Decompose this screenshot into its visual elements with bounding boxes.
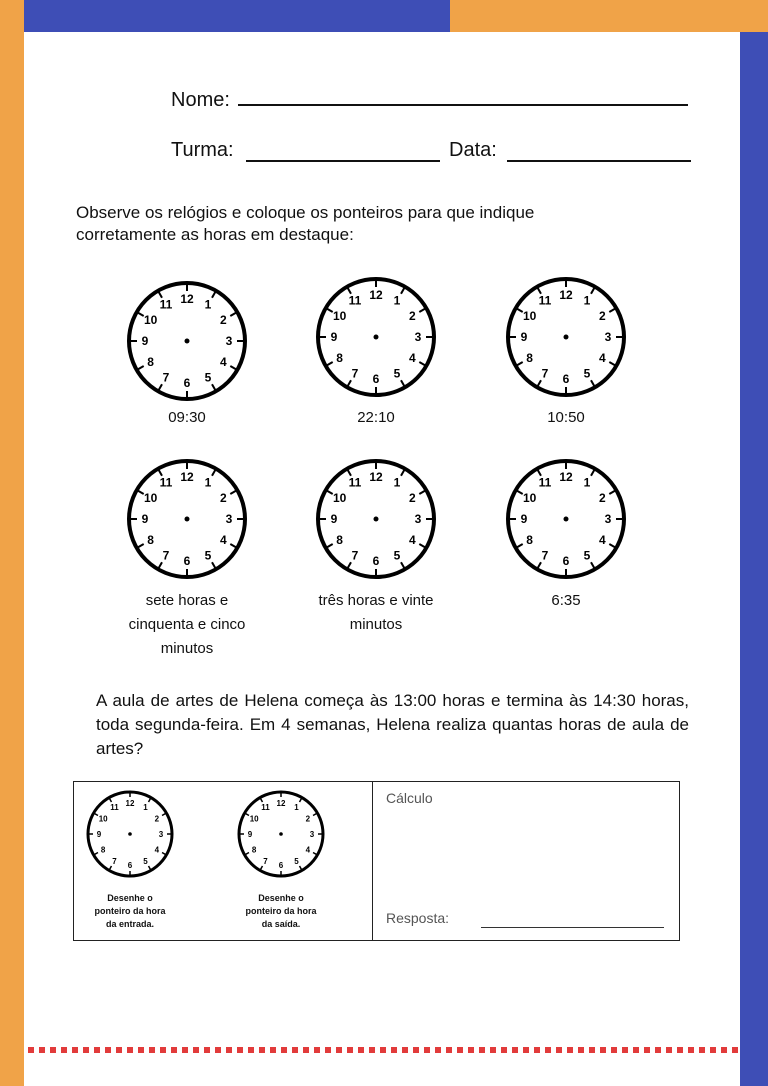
name-field[interactable]: [238, 104, 688, 106]
answer-label: Resposta:: [386, 910, 450, 926]
frame-left-band: [0, 0, 24, 1086]
clock-number: 6: [562, 372, 570, 386]
entry-caption-line: ponteiro da hora: [94, 906, 166, 916]
clock-face: [82, 786, 178, 882]
clock-5[interactable]: [312, 455, 440, 583]
frame-top-right-orange: [450, 0, 768, 32]
name-label: Nome:: [171, 89, 230, 111]
clock-number: 4: [409, 533, 416, 547]
clock-number: 12: [369, 288, 383, 302]
frame-top-left-orange: [0, 0, 450, 32]
date-field[interactable]: [507, 160, 691, 162]
clock-number: 2: [409, 491, 416, 505]
clock-number: 6: [127, 861, 133, 870]
clock-number: 6: [562, 554, 570, 568]
clock-number: 5: [583, 366, 591, 381]
clock-number: 11: [159, 475, 173, 490]
clock-number: 9: [96, 830, 102, 839]
clock-number: 5: [393, 366, 401, 381]
entry-caption-line: Desenhe o: [107, 893, 153, 903]
clock-number: 10: [143, 491, 158, 505]
clock-number: 2: [409, 309, 416, 323]
clock-number: 1: [393, 293, 401, 308]
clock-number: 3: [604, 512, 612, 526]
clock-number: 7: [541, 366, 549, 381]
clock-number: 7: [351, 548, 359, 563]
clock-number: 4: [220, 355, 227, 369]
answer-field[interactable]: [481, 927, 664, 928]
clock-number: 7: [351, 366, 359, 381]
clock-number: 2: [599, 309, 606, 323]
clock-number: 4: [409, 351, 416, 365]
clock-number: 11: [110, 803, 119, 813]
clock-face: [502, 273, 630, 401]
clock-number: 1: [583, 475, 591, 490]
clock-face: [502, 455, 630, 583]
clock-number: 4: [599, 351, 606, 365]
problem-text: A aula de artes de Helena começa às 13:00 horas e termina às 14:30 horas, toda segunda-feira. Em 4 semanas, Helena realiza quantas horas de aula de artes?: [96, 691, 689, 758]
clock-number: 1: [294, 803, 299, 813]
clock-number: 7: [541, 548, 549, 563]
clock-4-caption-line: minutos: [160, 640, 214, 657]
clock-5-caption: [286, 589, 466, 637]
clock-number: 9: [141, 512, 149, 526]
clock-number: 10: [522, 491, 537, 505]
clock-4-caption-line: sete horas e: [145, 592, 229, 609]
clock-face: [312, 273, 440, 401]
clock-number: 9: [141, 334, 149, 348]
clock-number: 5: [583, 548, 591, 563]
clock-number: 7: [162, 370, 170, 385]
clock-number: 6: [372, 372, 380, 386]
clock-number: 9: [520, 512, 528, 526]
clock-number: 1: [583, 293, 591, 308]
clock-number: 8: [147, 355, 154, 369]
clock-number: 6: [183, 376, 191, 390]
clock-number: 9: [247, 830, 253, 839]
clock-number: 8: [251, 845, 257, 855]
clock-number: 5: [204, 548, 212, 563]
clock-number: 2: [220, 491, 227, 505]
clock-number: 7: [162, 548, 170, 563]
class-field[interactable]: [246, 160, 440, 162]
exit-clock[interactable]: [233, 786, 329, 882]
clock-number: 5: [143, 856, 148, 866]
date-label: Data:: [449, 139, 497, 161]
clock-number: 11: [348, 475, 362, 490]
clock-center: [374, 517, 379, 522]
clock-number: 10: [249, 814, 259, 824]
clock-number: 3: [225, 512, 233, 526]
clock-number: 1: [143, 803, 148, 813]
clock-5-caption-line: três horas e vinte: [318, 592, 434, 609]
clock-number: 12: [276, 799, 286, 808]
clock-number: 3: [604, 330, 612, 344]
clock-number: 1: [204, 475, 212, 490]
clock-number: 4: [305, 845, 311, 855]
clock-number: 5: [393, 548, 401, 563]
clock-3-caption: 10:50: [547, 409, 585, 426]
clock-number: 2: [220, 313, 227, 327]
clock-number: 8: [336, 351, 343, 365]
clock-number: 10: [143, 313, 158, 327]
clock-3[interactable]: [502, 273, 630, 401]
clock-number: 6: [278, 861, 284, 870]
clock-center: [279, 832, 283, 836]
clock-number: 6: [372, 554, 380, 568]
problem-box-divider: [372, 781, 373, 941]
decorative-dashed-border: [28, 1046, 740, 1054]
clock-1[interactable]: [123, 277, 251, 405]
clock-5-caption-line: minutos: [349, 616, 403, 633]
clock-number: 5: [294, 856, 299, 866]
clock-number: 12: [559, 288, 573, 302]
clock-6-caption: 6:35: [551, 592, 581, 609]
clock-number: 7: [263, 856, 268, 866]
clock-number: 1: [204, 297, 212, 312]
clock-number: 12: [180, 292, 194, 306]
exit-caption-line: Desenhe o: [258, 893, 304, 903]
clock-4-caption-line: cinquenta e cinco: [128, 616, 246, 633]
clock-number: 9: [330, 330, 338, 344]
clock-number: 3: [309, 830, 315, 839]
clock-number: 8: [336, 533, 343, 547]
clock-number: 10: [98, 814, 108, 824]
calculation-label: Cálculo: [386, 790, 433, 806]
clock-number: 10: [522, 309, 537, 323]
clock-number: 11: [538, 293, 552, 308]
clock-number: 11: [159, 297, 173, 312]
clock-number: 2: [305, 814, 311, 824]
clock-number: 9: [330, 512, 338, 526]
clock-center: [185, 517, 190, 522]
clock-number: 2: [599, 491, 606, 505]
clock-number: 4: [220, 533, 227, 547]
clock-center: [374, 335, 379, 340]
clock-number: 3: [225, 334, 233, 348]
clock-center: [564, 517, 569, 522]
clock-2[interactable]: [312, 273, 440, 401]
clock-face: [312, 455, 440, 583]
clock-number: 6: [183, 554, 191, 568]
clock-number: 12: [125, 799, 135, 808]
clock-number: 11: [348, 293, 362, 308]
clock-2-caption: 22:10: [357, 409, 395, 426]
clock-6[interactable]: [502, 455, 630, 583]
clock-number: 8: [526, 533, 533, 547]
clock-face: [123, 455, 251, 583]
clock-number: 1: [393, 475, 401, 490]
exit-caption-line: ponteiro da hora: [245, 906, 317, 916]
exit-clock-caption: [226, 892, 336, 931]
entry-caption-line: da entrada.: [105, 919, 154, 929]
clock-number: 12: [559, 470, 573, 484]
clock-number: 12: [180, 470, 194, 484]
clock-number: 3: [414, 330, 422, 344]
clock-number: 4: [154, 845, 160, 855]
class-label: Turma:: [171, 139, 234, 161]
clock-center: [185, 339, 190, 344]
clock-number: 12: [369, 470, 383, 484]
clock-center: [128, 832, 132, 836]
instruction-text: Observe os relógios e coloque os ponteiros para que indique corretamente as horas em destaque:: [76, 203, 535, 244]
clock-face: [123, 277, 251, 405]
frame-right-band: [740, 32, 768, 1086]
clock-face: [233, 786, 329, 882]
clock-1-caption: 09:30: [168, 409, 206, 426]
clock-number: 8: [526, 351, 533, 365]
clock-number: 8: [147, 533, 154, 547]
clock-number: 10: [332, 491, 347, 505]
clock-number: 5: [204, 370, 212, 385]
exit-caption-line: da saída.: [261, 919, 301, 929]
clock-number: 11: [261, 803, 270, 813]
entry-clock-caption: [75, 892, 185, 931]
clock-number: 7: [112, 856, 117, 866]
entry-clock[interactable]: [82, 786, 178, 882]
clock-number: 3: [158, 830, 164, 839]
clock-number: 2: [154, 814, 160, 824]
clock-number: 10: [332, 309, 347, 323]
clock-number: 8: [100, 845, 106, 855]
clock-4[interactable]: [123, 455, 251, 583]
clock-number: 9: [520, 330, 528, 344]
clock-number: 3: [414, 512, 422, 526]
clock-center: [564, 335, 569, 340]
clock-number: 4: [599, 533, 606, 547]
clock-number: 11: [538, 475, 552, 490]
clock-4-caption: [97, 589, 277, 661]
